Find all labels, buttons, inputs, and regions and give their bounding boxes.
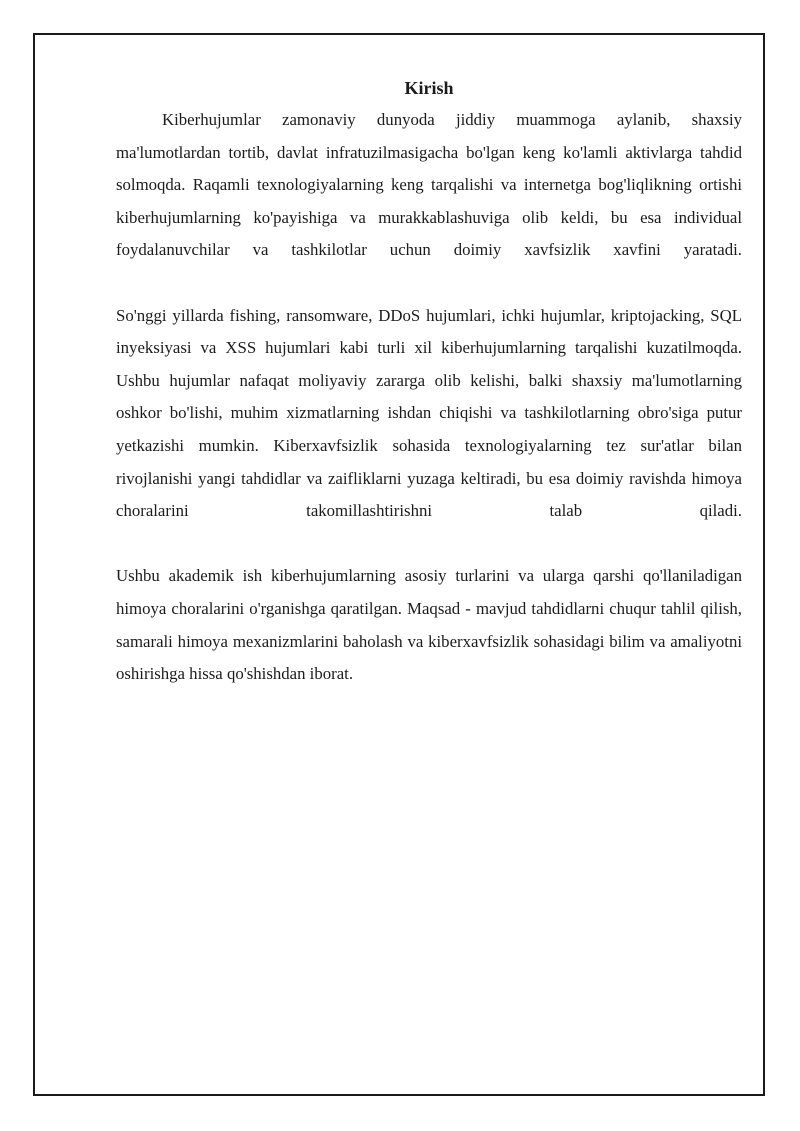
- paragraph-spacer: [116, 267, 742, 300]
- document-body: [116, 72, 742, 691]
- paragraph-attack-types: So'nggi yillarda fishing, ransomware, DDoS hujumlari, ichki hujumlar, kriptojacking, SQL inyeksiyasi va XSS hujumlari kabi turli xil kiberhujumlarning tarqalishi kuzatilmoqda. Ushbu hujumlar nafaqat moliyaviy zararga olib kelishi, balki shaxsiy ma'lumotlarning oshkor bo'lishi, muhim xizmatlarning ishdan chiqishi va tashkilotlarning obro'siga putur yetkazishi mumkin. Kiberxavfsizlik sohasida texnologiyalarning tez sur'atlar bilan rivojlanishi yangi tahdidlar va zaifliklarni yuzaga keltiradi, bu esa doimiy ravishda himoya choralarini takomillashtirishni talab qiladi.: [116, 305, 742, 521]
- paragraph-intro: Kiberhujumlar zamonaviy dunyoda jiddiy muammoga aylanib, shaxsiy ma'lumotlardan tortib, davlat infratuzilmasigacha bo'lgan keng ko'lamli aktivlarga tahdid solmoqda. Raqamli texnologiyalarning keng tarqalishi va internetga bog'liqlikning ortishi kiberhujumlarning ko'payishiga va murakkablashuviga olib keldi, bu esa individual foydalanuvchilar va tashkilotlar uchun doimiy xavfsizlik xavfini yaratadi.: [116, 110, 742, 260]
- document-title: Kirish: [404, 78, 454, 98]
- paragraph-purpose: Ushbu akademik ish kiberhujumlarning asosiy turlarini va ularga qarshi qo'llaniladigan himoya choralarini o'rganishga qaratilgan. Maqsad - mavjud tahdidlarni chuqur tahlil qilish, samarali himoya mexanizmlarini baholash va kiberxavfsizlik sohasidagi bilim va amaliyotni oshirishga hissa qo'shishdan iborat.: [116, 566, 742, 684]
- paragraph-spacer: [116, 528, 742, 561]
